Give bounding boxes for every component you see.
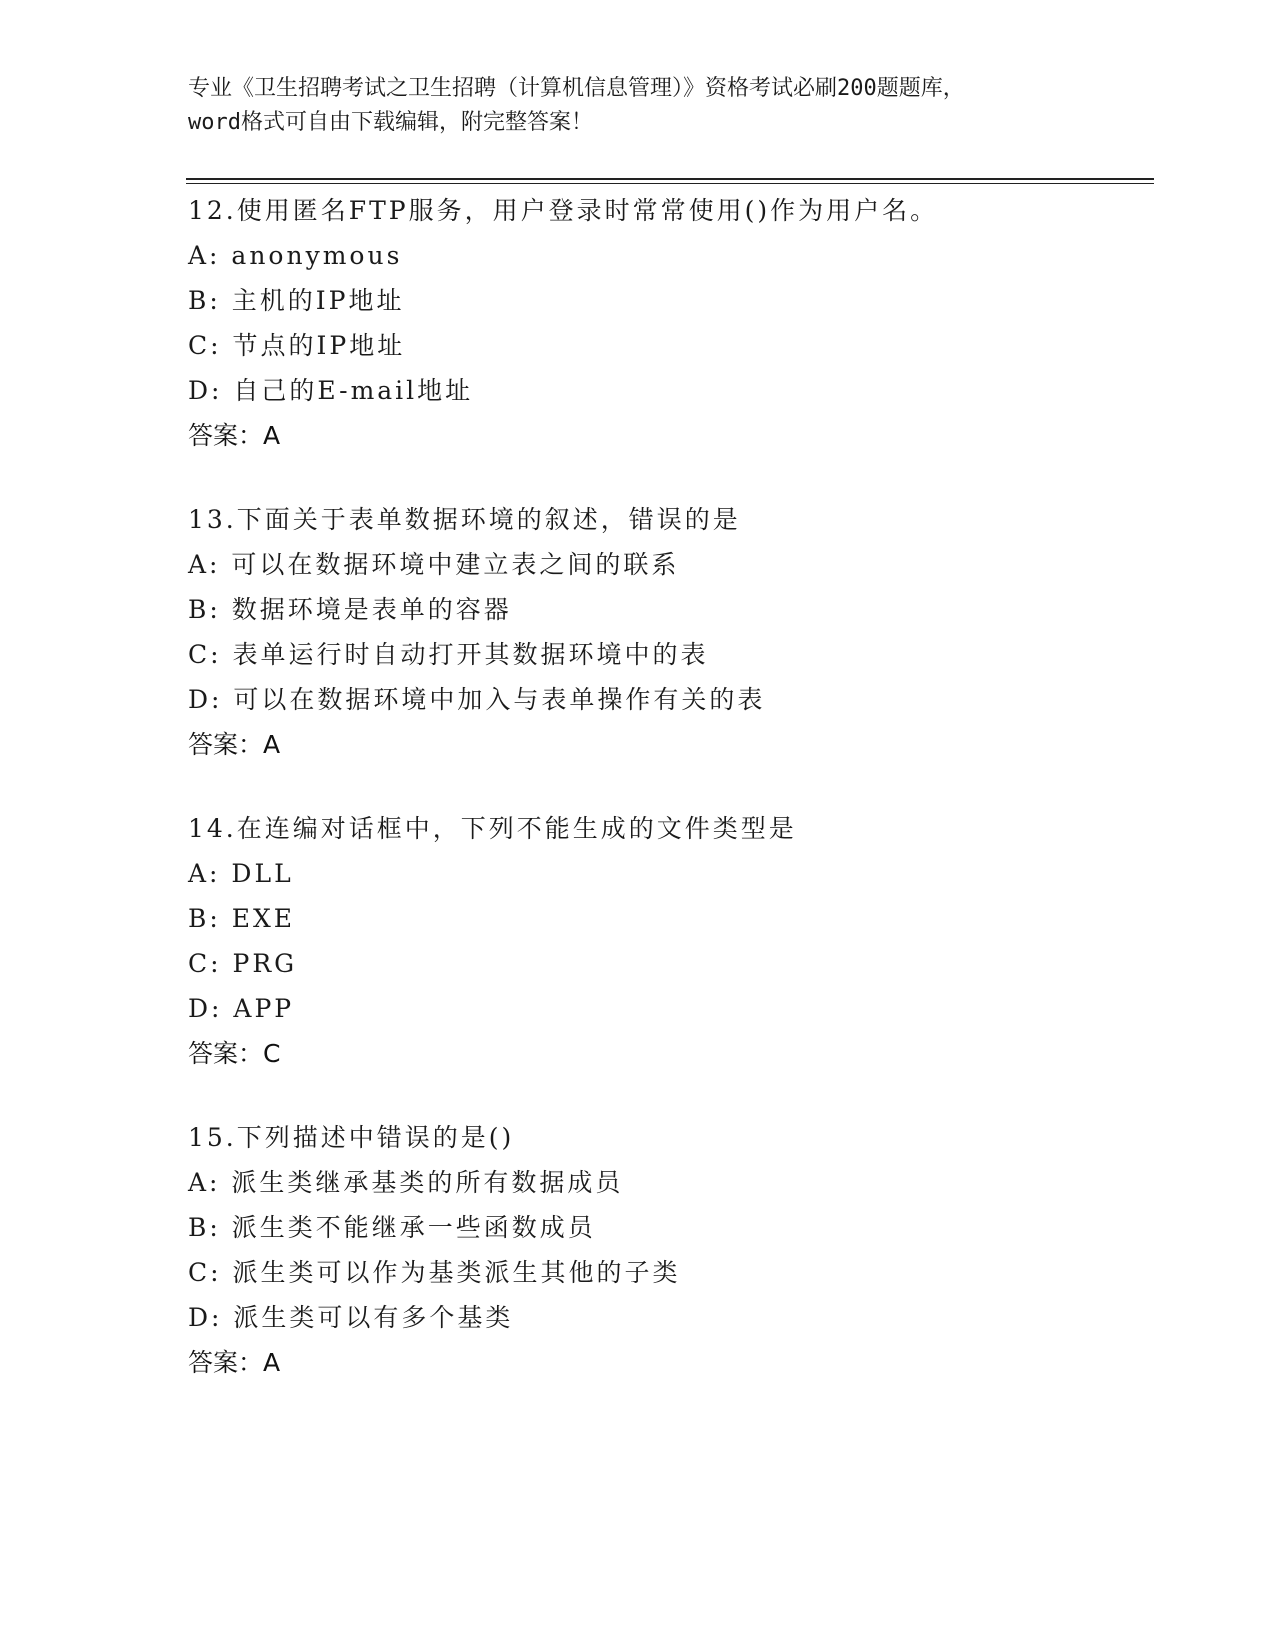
- header-title-line-1: 专业《卫生招聘考试之卫生招聘（计算机信息管理）》资格考试必刷200题题库，: [188, 76, 965, 101]
- option-b: B: 主机的IP地址: [188, 286, 405, 315]
- answer-line: 答案：A: [188, 730, 281, 759]
- answer-line: 答案：A: [188, 1348, 281, 1377]
- option-b: B: 数据环境是表单的容器: [188, 595, 512, 624]
- option-a: A: DLL: [188, 859, 294, 888]
- option-d: D: 可以在数据环境中加入与表单操作有关的表: [188, 685, 766, 714]
- question-14: [188, 806, 797, 1076]
- question-stem: 13.下面关于表单数据环境的叙述，错误的是: [188, 505, 741, 534]
- option-c: C: 派生类可以作为基类派生其他的子类: [188, 1258, 681, 1287]
- header-divider-thin: [186, 183, 1154, 184]
- option-d: D: 派生类可以有多个基类: [188, 1303, 514, 1332]
- question-stem: 12.使用匿名FTP服务，用户登录时常常使用()作为用户名。: [188, 196, 939, 225]
- option-b: B: 派生类不能继承一些函数成员: [188, 1213, 596, 1242]
- question-15: [188, 1115, 681, 1385]
- option-a: A: 派生类继承基类的所有数据成员: [188, 1168, 624, 1197]
- option-a: A: 可以在数据环境中建立表之间的联系: [188, 550, 680, 579]
- option-d: D: 自己的E-mail地址: [188, 376, 474, 405]
- answer-line: 答案：C: [188, 1039, 281, 1068]
- header-title-line-2: word格式可自由下载编辑，附完整答案！: [188, 110, 593, 135]
- option-c: C: 节点的IP地址: [188, 331, 406, 360]
- option-b: B: EXE: [188, 904, 296, 933]
- header-divider-thick: [186, 178, 1154, 180]
- question-12: [188, 188, 938, 458]
- question-stem: 15.下列描述中错误的是(): [188, 1123, 515, 1152]
- option-c: C: PRG: [188, 949, 298, 978]
- question-stem: 14.在连编对话框中，下列不能生成的文件类型是: [188, 814, 797, 843]
- option-c: C: 表单运行时自动打开其数据环境中的表: [188, 640, 709, 669]
- document-header: [188, 72, 1088, 140]
- option-d: D: APP: [188, 994, 295, 1023]
- answer-line: 答案：A: [188, 421, 281, 450]
- question-13: [188, 497, 765, 767]
- option-a: A: anonymous: [188, 241, 403, 270]
